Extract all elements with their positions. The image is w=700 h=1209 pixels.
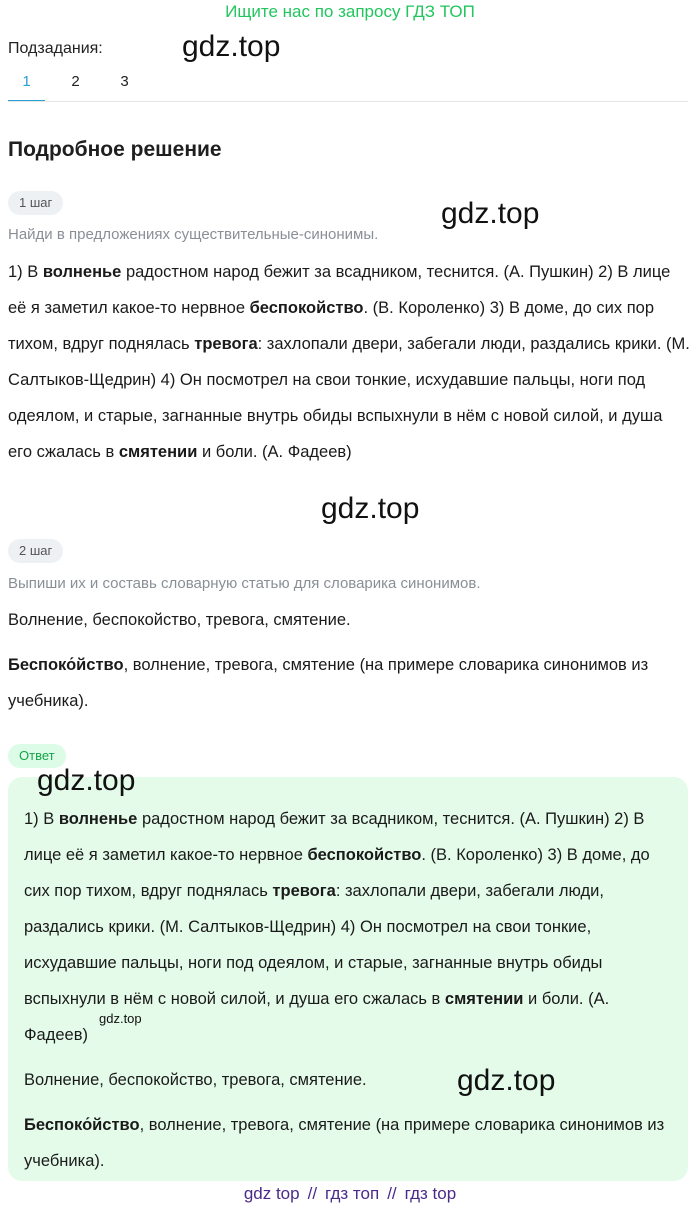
highlight-word: Беспоко́йство [24, 1116, 140, 1134]
step-2-line-1: Волнение, беспокойство, тревога, смятение. [8, 611, 351, 629]
answer-line-2 [24, 1107, 674, 1179]
highlight-word: тревога [272, 882, 336, 900]
text-segment: , волнение, тревога, смятение (на примере словарика синонимов из учебника). [24, 1116, 665, 1170]
step-2-badge: 2 шаг [8, 539, 63, 563]
tab-2[interactable]: 2 [71, 73, 80, 90]
highlight-word: волненье [58, 810, 138, 828]
tab-1[interactable]: 1 [8, 72, 45, 102]
page-title: Подробное решение [8, 138, 222, 161]
footer-separator: // [387, 1184, 397, 1203]
footer-separator: // [307, 1184, 318, 1203]
text-segment: радостном народ бежит за всадником, теснится. (А. Пушкин) 2) В лице её я заметил какое-то нервное [8, 263, 671, 317]
step-1-hint: Найди в предложениях существительные-синонимы. [8, 226, 379, 243]
step-2-line-2 [8, 647, 690, 719]
text-segment: и боли. (А. Фадеев) [197, 443, 352, 461]
subtask-tabs [8, 72, 155, 102]
footer-link-gdz-top[interactable]: gdz top [243, 1184, 300, 1203]
text-segment: , волнение, тревога, смятение (на примере словарика синонимов из учебника). [8, 656, 649, 710]
answer-line-1: Волнение, беспокойство, тревога, смятение. [24, 1071, 367, 1089]
watermark: gdz.top [37, 764, 136, 797]
tab-3[interactable]: 3 [120, 73, 129, 90]
highlight-word: волненье [42, 263, 122, 281]
watermark: gdz.top [457, 1064, 556, 1097]
text-segment: : захлопали двери, забегали люди, раздались крики. (М. Салтыков-Щедрин) 4) Он посмотрел на свои тонкие, исхудавшие пальцы, ноги под одеялом, и старые, загнанные внутрь обиды вспыхнули в нём с новой силой, и душа его сжалась в [8, 335, 690, 461]
highlight-word: Беспоко́йство [8, 656, 124, 674]
highlight-word: смятении [118, 443, 198, 461]
footer-link-gdz-top-mixed[interactable]: гдз top [404, 1184, 457, 1203]
watermark: gdz.top [441, 197, 540, 230]
text-segment: . (В. Короленко) 3) В доме, до сих пор тихом, вдруг поднялась [8, 299, 655, 353]
text-segment: : захлопали двери, забегали люди, раздались крики. (М. Салтыков-Щедрин) 4) Он посмотрел на свои тонкие, исхудавшие пальцы, ноги под одеялом, и старые, загнанные внутрь обиды вспыхнули в нём с новой силой, и душа его сжалась в [24, 882, 604, 1008]
highlight-word: беспокойство [249, 299, 364, 317]
step-1-badge: 1 шаг [8, 191, 63, 215]
text-segment: 1) В [8, 263, 43, 281]
search-banner: Ищите нас по запросу ГДЗ ТОП [225, 2, 475, 21]
highlight-word: тревога [194, 335, 258, 353]
tabs-divider [8, 101, 688, 102]
highlight-word: смятении [444, 990, 524, 1008]
step-1-text [8, 254, 690, 470]
watermark: gdz.top [321, 492, 420, 525]
text-segment: . (В. Короленко) 3) В доме, до сих пор тихом, вдруг поднялась [24, 846, 650, 900]
text-segment: 1) В [24, 810, 59, 828]
watermark: gdz.top [99, 1011, 142, 1026]
answer-badge: Ответ [8, 744, 66, 768]
text-segment: и боли. (А. Фадеев) [24, 990, 610, 1044]
highlight-word: беспокойство [307, 846, 422, 864]
step-2-hint: Выпиши их и составь словарную статью для словарика синонимов. [8, 575, 481, 592]
footer-links [0, 1184, 700, 1204]
watermark: gdz.top [182, 30, 281, 63]
subtasks-label: Подзадания: [8, 40, 103, 57]
text-segment: радостном народ бежит за всадником, теснится. (А. Пушкин) 2) В лице её я заметил какое-то нервное [24, 810, 645, 864]
footer-link-gdz-top-ru[interactable]: гдз топ [325, 1184, 380, 1203]
